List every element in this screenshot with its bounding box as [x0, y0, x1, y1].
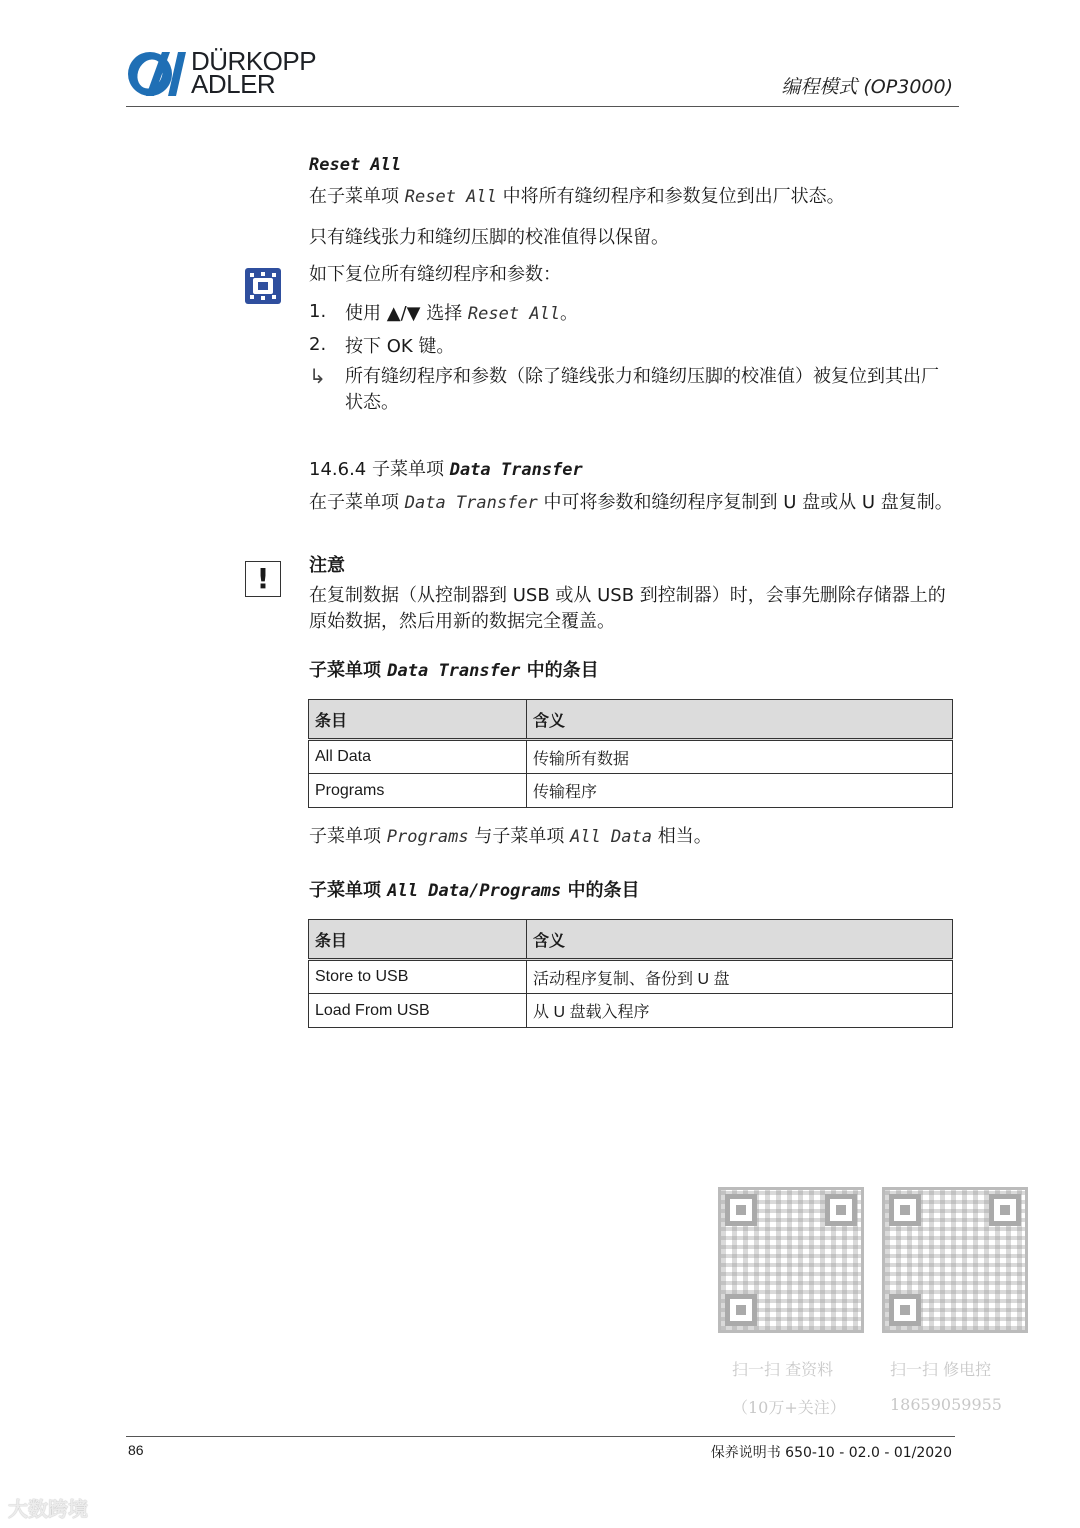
- qr-label-1-sub: （10万+关注）: [732, 1398, 846, 1417]
- step-number-2: 2.: [309, 334, 327, 355]
- text-fragment: 在子菜单项: [309, 492, 405, 513]
- programs-equivalence-note: [309, 824, 954, 850]
- data-transfer-paragraph: [309, 490, 954, 516]
- table-row: [309, 994, 953, 1028]
- qr-code-icon: [882, 1187, 1028, 1333]
- watermark: 大数跨境: [8, 1497, 88, 1521]
- page-number: 86: [128, 1442, 144, 1458]
- table-cell: Store to USB: [309, 960, 527, 994]
- duerkopp-logo-icon: [126, 50, 186, 98]
- notice-exclamation-icon: !: [245, 561, 281, 597]
- text-fragment: 与子菜单项: [468, 826, 571, 847]
- table-all-data-programs-entries: [308, 919, 953, 1028]
- qr-label-2: 扫一扫 修电控: [890, 1360, 992, 1379]
- code-programs: Programs: [386, 827, 469, 847]
- result-arrow-icon: ↳: [309, 364, 326, 388]
- code-all-data-programs: All Data/Programs: [387, 881, 562, 901]
- step-text-2: 按下 OK 键。: [345, 336, 455, 357]
- reset-all-paragraph-1: [309, 184, 954, 210]
- step-text-1: [345, 301, 955, 327]
- code-data-transfer: Data Transfer: [404, 493, 538, 513]
- table-header-cell: 条目: [309, 700, 527, 740]
- table-row: [309, 740, 953, 774]
- brand-logo: [126, 46, 326, 100]
- reset-all-paragraph-3: 如下复位所有缝纫程序和参数：: [309, 264, 561, 285]
- code-data-transfer: Data Transfer: [387, 661, 521, 681]
- document-id: 保养说明书 650-10 - 02.0 - 01/2020: [710, 1445, 952, 1461]
- table-cell: Programs: [309, 774, 527, 808]
- brand-line-1: DÜRKOPP: [191, 46, 317, 76]
- table-header-cell: 含义: [527, 700, 953, 740]
- text-fragment: 在子菜单项: [309, 186, 405, 207]
- text-fragment: 子菜单项: [309, 826, 387, 847]
- table-cell: 传输程序: [527, 774, 953, 808]
- page-header-title: 编程模式 (OP3000): [781, 76, 953, 98]
- section-heading-14-6-4: [309, 457, 954, 483]
- text-fragment: 14.6.4 子菜单项: [309, 459, 450, 480]
- table-data-transfer-entries: [308, 699, 953, 808]
- reset-all-paragraph-2: 只有缝线张力和缝纫压脚的校准值得以保留。: [309, 227, 669, 248]
- text-fragment: 使用 ▲/▼ 选择: [345, 303, 468, 324]
- notice-text: 在复制数据（从控制器到 USB 或从 USB 到控制器）时，会事先删除存储器上的原始数据，然后用新的数据完全覆盖。: [309, 585, 946, 632]
- reset-all-heading: Reset All: [309, 155, 402, 175]
- result-text: 所有缝纫程序和参数（除了缝线张力和缝纫压脚的校准值）被复位到其出厂状态。: [345, 366, 939, 413]
- brand-name: [191, 46, 317, 99]
- table-row: [309, 774, 953, 808]
- table-cell: 从 U 盘载入程序: [527, 994, 953, 1028]
- instruction-hand-icon: [245, 268, 281, 304]
- table-cell: Load From USB: [309, 994, 527, 1028]
- text-fragment: 子菜单项: [309, 880, 388, 901]
- brand-line-2: ADLER: [191, 69, 276, 99]
- table-cell: All Data: [309, 740, 527, 774]
- table-header-row: [309, 700, 953, 740]
- footer-divider: [126, 1436, 955, 1437]
- header-divider: [126, 106, 959, 107]
- table-header-cell: 含义: [527, 920, 953, 960]
- code-all-data: All Data: [570, 827, 652, 847]
- table-row: [309, 960, 953, 994]
- qr-code-area: [718, 1187, 1028, 1417]
- table-1-caption: [309, 658, 954, 684]
- table-cell: 传输所有数据: [527, 740, 953, 774]
- text-fragment: 中将所有缝纫程序和参数复位到出厂状态。: [496, 186, 845, 207]
- code-reset-all: Reset All: [467, 304, 561, 324]
- text-fragment: 相当。: [651, 826, 712, 847]
- code-reset-all: Reset All: [404, 187, 497, 207]
- text-fragment: 。: [560, 303, 579, 324]
- qr-label-2-sub: 18659059955: [890, 1395, 1002, 1414]
- table-2-caption: [309, 878, 954, 904]
- text-fragment: 中的条目: [561, 880, 640, 901]
- code-data-transfer: Data Transfer: [449, 460, 583, 480]
- qr-label-1: 扫一扫 查资料: [732, 1360, 834, 1379]
- table-cell: 活动程序复制、备份到 U 盘: [527, 960, 953, 994]
- notice-title: 注意: [309, 555, 345, 576]
- text-fragment: 中可将参数和缝纫程序复制到 U 盘或从 U 盘复制。: [537, 492, 953, 513]
- table-header-row: [309, 920, 953, 960]
- table-header-cell: 条目: [309, 920, 527, 960]
- text-fragment: 子菜单项: [309, 660, 388, 681]
- qr-code-icon: [718, 1187, 864, 1333]
- step-number-1: 1.: [309, 301, 327, 322]
- text-fragment: 中的条目: [520, 660, 599, 681]
